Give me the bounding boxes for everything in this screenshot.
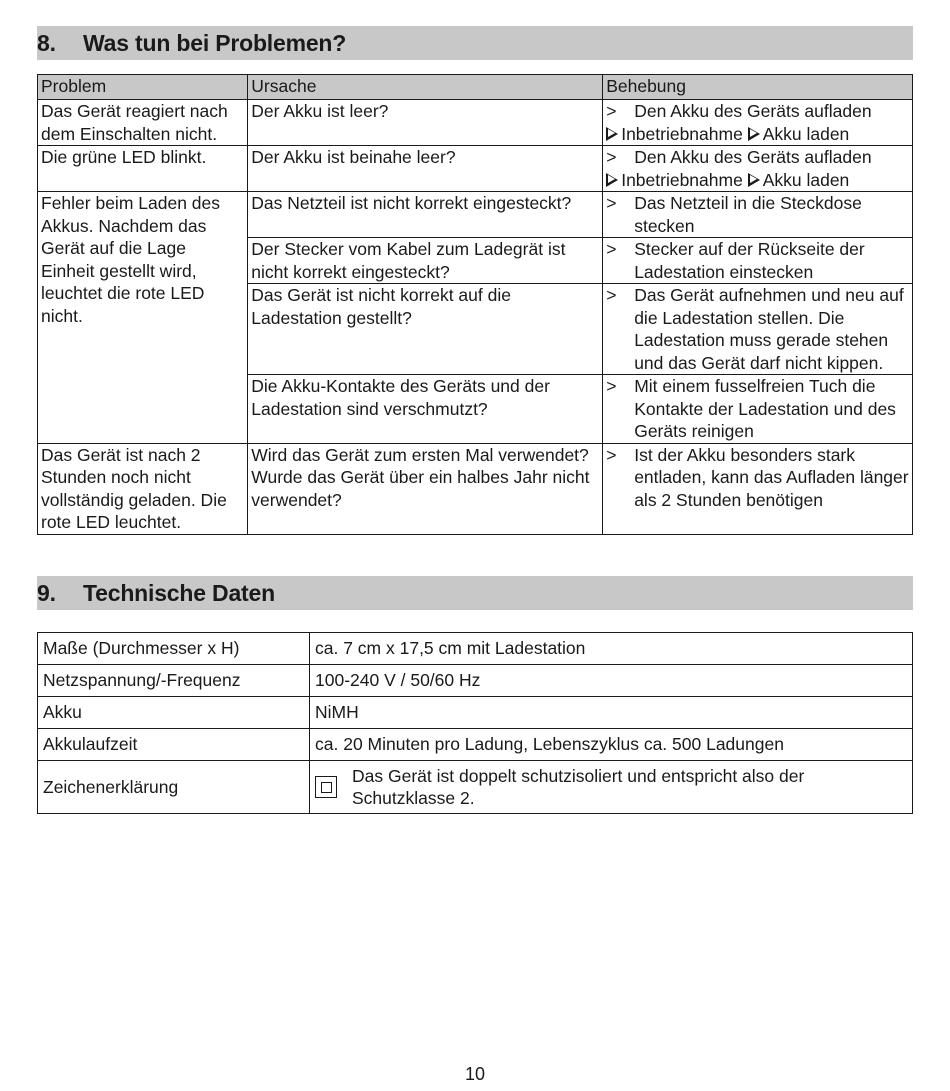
cause-text: Wurde das Gerät über ein halbes Jahr nicht verwendet? bbox=[251, 467, 590, 510]
page-number: 10 bbox=[464, 1064, 486, 1084]
fix-cell bbox=[603, 192, 913, 238]
spec-value: 100-240 V / 50/60 Hz bbox=[310, 665, 913, 697]
fix-text: Stecker auf der Rückseite der Ladestation einstecken bbox=[634, 239, 865, 282]
arrow-marker: > bbox=[606, 376, 617, 396]
spec-label: Akkulaufzeit bbox=[38, 729, 310, 761]
triangle-right-icon bbox=[606, 173, 618, 187]
section-heading-troubleshooting bbox=[37, 26, 913, 60]
cause-cell: Der Stecker vom Kabel zum Ladegrät ist nicht korrekt eingesteckt? bbox=[248, 238, 603, 284]
table-row bbox=[38, 633, 913, 665]
cause-cell: Der Akku ist leer? bbox=[248, 100, 603, 146]
problem-cell: Das Gerät ist nach 2 Stunden noch nicht vollständig geladen. Die rote LED leuchtet. bbox=[38, 443, 248, 534]
fix-text: Ist der Akku besonders stark entladen, kann das Aufladen länger als 2 Stunden benötigen bbox=[634, 444, 909, 510]
fix-text: Mit einem fusselfreien Tuch die Kontakte der Ladestation und des Geräts reinigen bbox=[634, 376, 896, 441]
triangle-right-icon bbox=[748, 127, 760, 141]
troubleshooting-table bbox=[37, 74, 913, 535]
fix-text: Das Netzteil in die Steckdose stecken bbox=[634, 193, 862, 236]
table-header-row bbox=[38, 75, 913, 100]
arrow-marker: > bbox=[606, 147, 617, 167]
section-title: Was tun bei Problemen? bbox=[83, 29, 347, 56]
table-row bbox=[38, 729, 913, 761]
technical-data-table bbox=[37, 632, 913, 814]
fix-cell bbox=[603, 375, 913, 444]
fix-cell bbox=[603, 100, 913, 146]
table-row bbox=[38, 146, 913, 192]
spec-label: Netzspannung/-Frequenz bbox=[38, 665, 310, 697]
cause-cell: Das Netzteil ist nicht korrekt eingesteckt? bbox=[248, 192, 603, 238]
fix-cell bbox=[603, 146, 913, 192]
spec-value bbox=[310, 761, 913, 814]
problem-cell: Die grüne LED blinkt. bbox=[38, 146, 248, 192]
triangle-right-icon bbox=[606, 127, 618, 141]
section-number: 9. bbox=[37, 579, 56, 606]
fix-text: Das Gerät aufnehmen und neu auf die Ladestation stellen. Die Ladestation muss gerade stehen und das Gerät darf nicht kippen. bbox=[634, 285, 904, 373]
table-row bbox=[38, 665, 913, 697]
protection-class-2-icon bbox=[315, 776, 337, 798]
section-number: 8. bbox=[37, 29, 56, 56]
cause-cell: Die Akku-Kontakte des Geräts und der Ladestation sind verschmutzt? bbox=[248, 375, 603, 444]
triangle-right-icon bbox=[748, 173, 760, 187]
spec-label: Akku bbox=[38, 697, 310, 729]
table-row bbox=[38, 761, 913, 814]
problem-cell: Das Gerät reagiert nach dem Einschalten nicht. bbox=[38, 100, 248, 146]
fix-cell bbox=[603, 238, 913, 284]
table-row bbox=[38, 443, 913, 534]
arrow-marker: > bbox=[606, 239, 617, 259]
arrow-marker: > bbox=[606, 193, 617, 213]
section-heading-technical-data bbox=[37, 576, 913, 610]
spec-value: ca. 7 cm x 17,5 cm mit Ladestation bbox=[310, 633, 913, 665]
problem-cell: Fehler beim Laden des Akkus. Nachdem das Gerät auf die Lage Einheit gestellt wird, leuchtet die rote LED nicht. bbox=[38, 192, 248, 444]
reference-text: Inbetriebnahme bbox=[621, 169, 743, 190]
section-title: Technische Daten bbox=[83, 579, 275, 606]
cause-cell: Das Gerät ist nicht korrekt auf die Ladestation gestellt? bbox=[248, 284, 603, 375]
reference-text: Akku laden bbox=[762, 169, 850, 190]
column-header-problem: Problem bbox=[38, 75, 248, 100]
spec-label: Zeichenerklärung bbox=[38, 761, 310, 814]
fix-cell bbox=[603, 443, 913, 534]
fix-text: Den Akku des Geräts aufladen bbox=[634, 147, 872, 167]
spec-label: Maße (Durchmesser x H) bbox=[38, 633, 310, 665]
column-header-cause: Ursache bbox=[248, 75, 603, 100]
column-header-fix: Behebung bbox=[603, 75, 913, 100]
spec-value: ca. 20 Minuten pro Ladung, Lebenszyklus ca. 500 Ladungen bbox=[310, 729, 913, 761]
cause-text: Wird das Gerät zum ersten Mal verwendet? bbox=[251, 444, 589, 465]
table-row bbox=[38, 697, 913, 729]
fix-cell bbox=[603, 284, 913, 375]
cross-reference bbox=[606, 123, 909, 146]
fix-text: Den Akku des Geräts aufladen bbox=[634, 101, 872, 121]
table-row bbox=[38, 100, 913, 146]
cross-reference bbox=[606, 169, 909, 192]
cause-cell: Der Akku ist beinahe leer? bbox=[248, 146, 603, 192]
arrow-marker: > bbox=[606, 444, 617, 465]
cause-cell bbox=[248, 443, 603, 534]
spec-value: NiMH bbox=[310, 697, 913, 729]
arrow-marker: > bbox=[606, 101, 617, 121]
table-row bbox=[38, 192, 913, 238]
reference-text: Akku laden bbox=[762, 123, 850, 144]
arrow-marker: > bbox=[606, 285, 617, 305]
reference-text: Inbetriebnahme bbox=[621, 123, 743, 144]
symbol-description: Das Gerät ist doppelt schutzisoliert und entspricht also der Schutzklasse 2. bbox=[352, 766, 805, 808]
